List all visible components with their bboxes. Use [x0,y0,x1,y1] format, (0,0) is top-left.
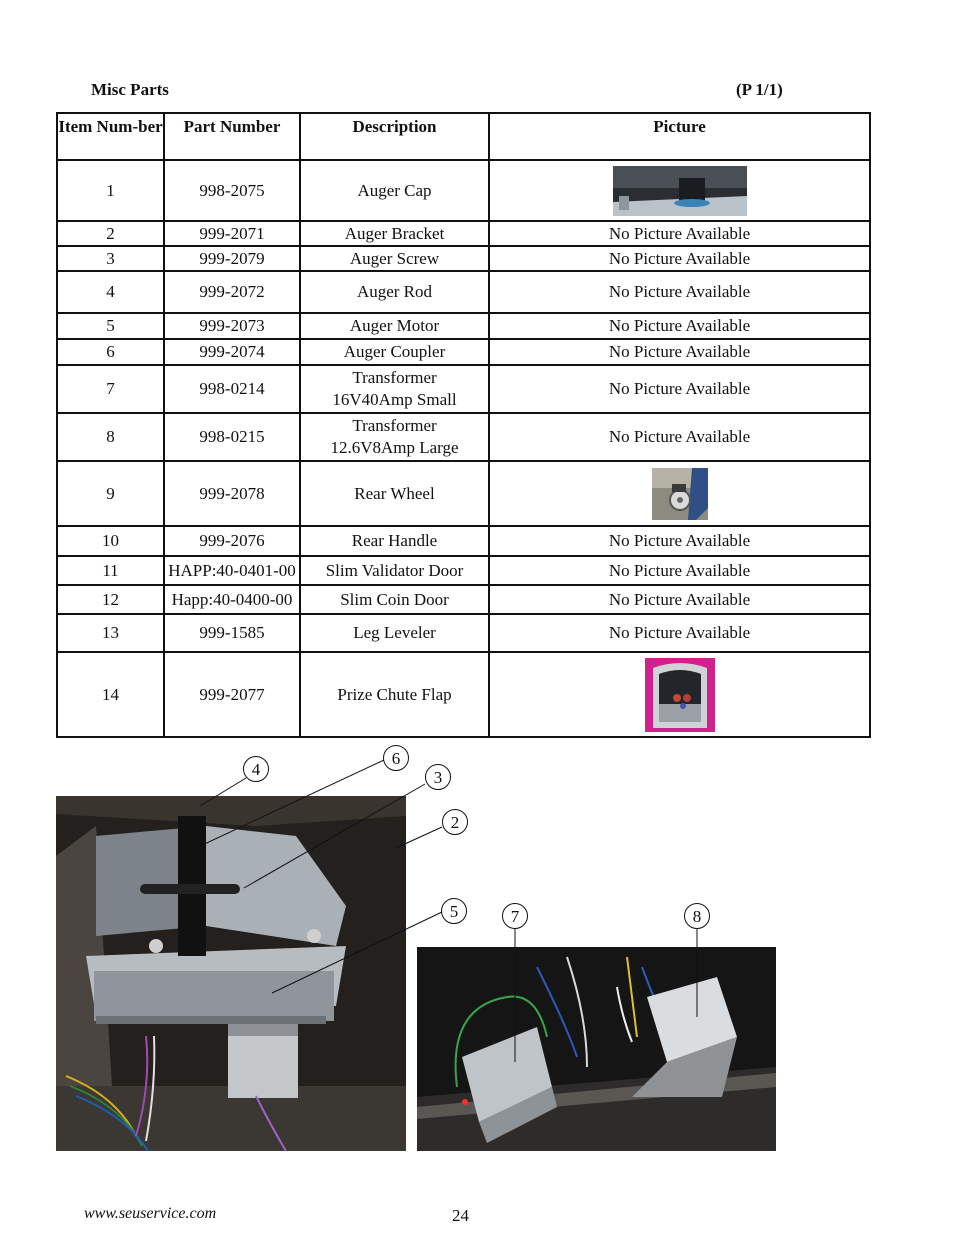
table-row [57,652,870,737]
part-number: HAPP:40-0401-00 [164,556,300,585]
description-line-1: Transformer [352,416,437,435]
item-number: 1 [57,160,164,221]
item-number: 7 [57,365,164,413]
item-number: 14 [57,652,164,737]
description: Leg Leveler [300,614,489,652]
description [300,413,489,461]
table-row [57,526,870,556]
table-row [57,160,870,221]
table-row [57,339,870,365]
no-picture-label: No Picture Available [489,365,870,413]
table-row [57,221,870,246]
description: Auger Bracket [300,221,489,246]
description [300,365,489,413]
description: Auger Screw [300,246,489,271]
no-picture-label: No Picture Available [489,526,870,556]
auger-assembly-photo [56,796,406,1151]
description: Rear Handle [300,526,489,556]
callout-4: 4 [243,756,269,782]
table-row [57,365,870,413]
callout-3: 3 [425,764,451,790]
item-number: 9 [57,461,164,526]
item-number: 6 [57,339,164,365]
table-row [57,413,870,461]
part-number: 999-2076 [164,526,300,556]
col-header-item-number: Item Num-ber [57,113,164,160]
picture-cell [489,652,870,737]
callout-2: 2 [442,809,468,835]
transformers-photo [417,947,776,1151]
description-line-1: Transformer [352,368,437,387]
no-picture-label: No Picture Available [489,271,870,313]
rear-wheel-photo [652,468,708,520]
part-number: 999-2072 [164,271,300,313]
col-header-picture: Picture [489,113,870,160]
part-number: 999-2074 [164,339,300,365]
table-row [57,556,870,585]
col-header-description: Description [300,113,489,160]
part-number: Happ:40-0400-00 [164,585,300,614]
no-picture-label: No Picture Available [489,246,870,271]
part-number: 999-2079 [164,246,300,271]
page-number: 24 [452,1206,469,1225]
callout-6: 6 [383,745,409,771]
description-line-2: 12.6V8Amp Large [330,438,459,457]
part-number: 999-1585 [164,614,300,652]
description: Prize Chute Flap [300,652,489,737]
auger-cap-photo [613,166,747,216]
description: Auger Rod [300,271,489,313]
description: Slim Validator Door [300,556,489,585]
part-number: 999-2078 [164,461,300,526]
part-number: 998-2075 [164,160,300,221]
no-picture-label: No Picture Available [489,413,870,461]
transformers-illustration [417,947,776,1151]
description: Rear Wheel [300,461,489,526]
table-row [57,313,870,339]
table-header-row [57,113,870,160]
description: Auger Cap [300,160,489,221]
item-number: 10 [57,526,164,556]
col-header-part-number: Part Number [164,113,300,160]
description-line-2: 16V40Amp Small [332,390,457,409]
item-number: 4 [57,271,164,313]
description: Auger Coupler [300,339,489,365]
description: Auger Motor [300,313,489,339]
no-picture-label: No Picture Available [489,614,870,652]
table-row [57,461,870,526]
picture-cell [489,461,870,526]
no-picture-label: No Picture Available [489,339,870,365]
description: Slim Coin Door [300,585,489,614]
no-picture-label: No Picture Available [489,585,870,614]
item-number: 8 [57,413,164,461]
part-number: 998-0214 [164,365,300,413]
item-number: 5 [57,313,164,339]
footer-website: www.seuservice.com [84,1205,217,1222]
item-number: 2 [57,221,164,246]
table-row [57,271,870,313]
item-number: 13 [57,614,164,652]
prize-chute-flap-photo [645,658,715,732]
part-number: 998-0215 [164,413,300,461]
picture-cell [489,160,870,221]
table-row [57,614,870,652]
table-row [57,585,870,614]
callout-8: 8 [684,903,710,929]
parts-table [56,112,871,738]
no-picture-label: No Picture Available [489,313,870,339]
callout-7: 7 [502,903,528,929]
item-number: 12 [57,585,164,614]
item-number: 11 [57,556,164,585]
table-row [57,246,870,271]
item-number: 3 [57,246,164,271]
no-picture-label: No Picture Available [489,221,870,246]
section-title: Misc Parts [91,80,169,99]
part-number: 999-2077 [164,652,300,737]
part-number: 999-2071 [164,221,300,246]
no-picture-label: No Picture Available [489,556,870,585]
callout-5: 5 [441,898,467,924]
auger-assembly-illustration [56,796,406,1151]
page-reference: (P 1/1) [736,80,783,99]
part-number: 999-2073 [164,313,300,339]
